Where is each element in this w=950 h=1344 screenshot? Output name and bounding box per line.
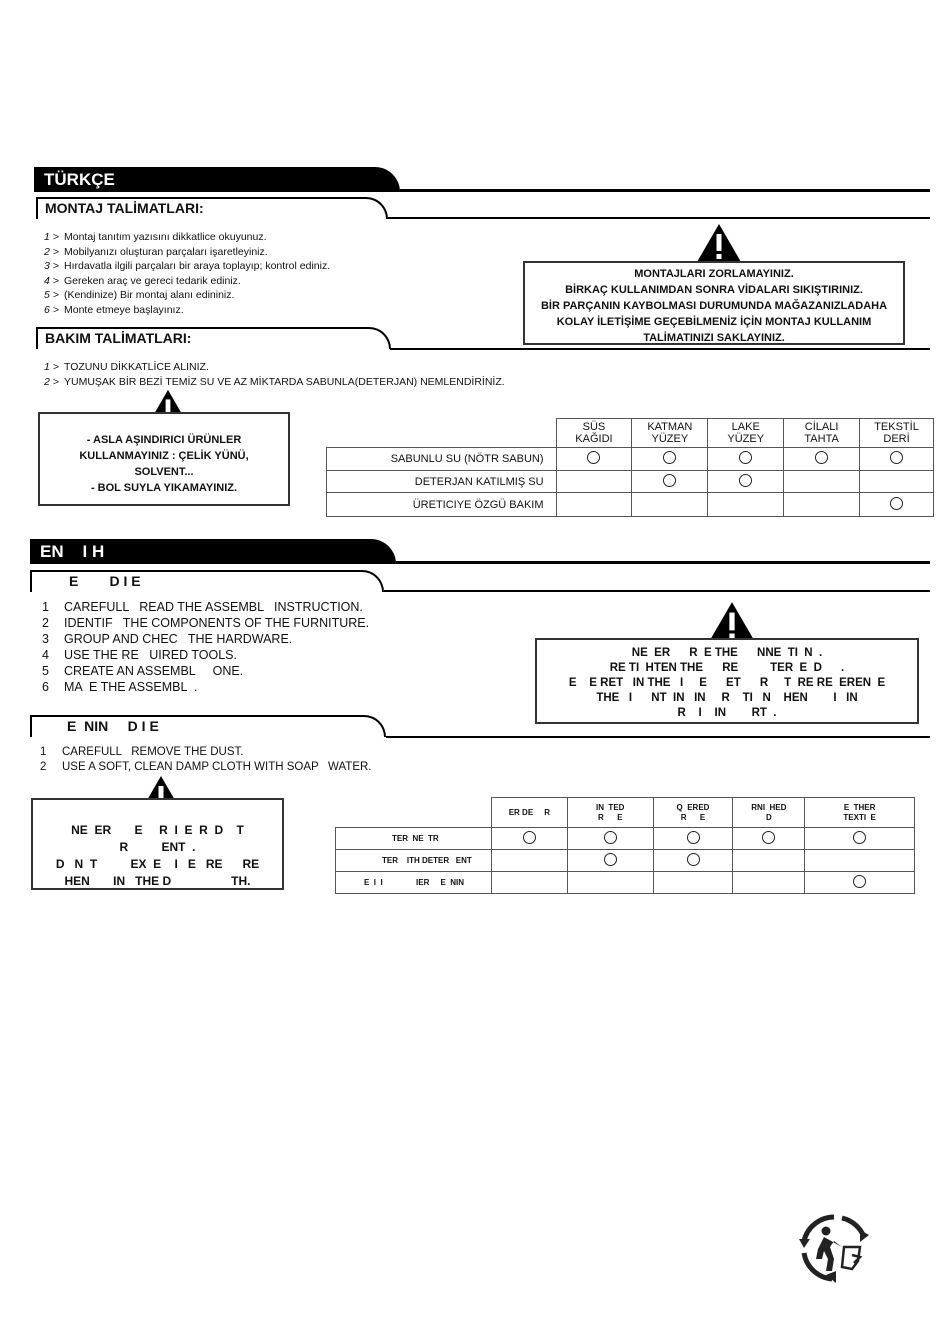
check-circle-icon [762,831,775,844]
care-title: E NIN D I E [67,718,159,734]
warning-line: E E RET IN THE I E ET R T RE RE EREN E [568,677,886,689]
care-tab-english [30,715,386,737]
warning-line: THE I NT IN IN R TI N HEN I IN [596,692,858,704]
section-banner-english [30,539,396,564]
table-row: TER ITH DETER ENT [336,850,915,872]
warning-line: MONTAJLARI ZORLAMAYINIZ. [634,268,794,280]
check-circle-icon [890,451,903,464]
check-circle-icon [587,451,600,464]
warning-line: SOLVENT... [134,466,194,478]
warning-line: NE ER E R I E R D T [71,823,244,837]
list-item: 1 > TOZUNU DİKKATLİCE ALINIZ. [44,361,209,373]
list-item: 2 USE A SOFT, CLEAN DAMP CLOTH WITH SOAP WATER. [40,761,372,773]
warning-line: TALİMATINIZI SAKLAYINIZ. [643,332,785,344]
table-header: RNI HED D [733,798,805,828]
assembly-warning-box-english [535,638,919,724]
list-item: 4 USE THE RE UIRED TOOLS. [42,648,237,662]
table-header: LAKE YÜZEY [708,419,784,448]
table-row: DETERJAN KATILMIŞ SU [327,471,934,493]
list-item: 2 > YUMUŞAK BİR BEZİ TEMİZ SU VE AZ MİKTARDA SABUNLA(DETERJAN) NEMLENDİRİNİZ. [44,375,505,388]
list-item: 1 CAREFULL REMOVE THE DUST. [40,746,244,758]
table-row: ÜRETICIYE ÖZGÜ BAKIM [327,493,934,517]
warning-line: KULLANMAYINIZ : ÇELİK YÜNÜ, [79,450,249,462]
assembly-tab-english [30,570,384,592]
list-item: 2 > Mobilyanızı oluşturan parçaları işaretleyiniz. [44,245,268,258]
banner-rule [396,561,930,564]
list-item: 4 > Gereken araç ve gereci tedarik ediniz. [44,274,241,287]
table-header: KATMAN YÜZEY [632,419,708,448]
tab-rule [386,736,930,738]
table-row: TER NE TR [336,828,915,850]
check-circle-icon [523,831,536,844]
assembly-steps-english [42,599,369,695]
tab-rule [384,590,930,592]
care-steps-english [40,745,372,775]
list-item: 5 CREATE AN ASSEMBL ONE. [42,664,244,678]
section-banner-title: EN I H [40,542,105,561]
check-circle-icon [739,474,752,487]
assembly-warning-box [523,261,905,345]
table-header: SÜS KAĞIDI [556,419,632,448]
tab-rule [390,348,930,350]
warning-line: R I IN RT . [677,707,777,719]
check-circle-icon [853,831,866,844]
care-steps-turkish [44,360,505,389]
care-table-turkish [326,418,934,517]
assembly-title: E D I E [69,573,141,589]
warning-line: HEN IN THE D TH. [64,874,251,888]
check-circle-icon [687,853,700,866]
care-warning-box-english [31,798,284,890]
table-header: TEKSTİL DERİ [860,419,934,448]
care-tab-turkish [36,327,391,349]
assembly-title: MONTAJ TALİMATLARI: [45,200,204,216]
check-circle-icon [663,474,676,487]
list-item: 1 CAREFULL READ THE ASSEMBL INSTRUCTION. [42,600,363,614]
check-circle-icon [663,451,676,464]
table-header: E THER TEXTI E [805,798,915,828]
list-item: 6 MA E THE ASSEMBL . [42,680,198,694]
warning-line: R ENT . [119,840,196,854]
warning-line: D N T EX E I E RE RE [55,857,260,871]
warning-line: KOLAY İLETİŞİME GEÇEBİLMENİZ İÇİN MONTAJ KULLANIM [556,316,872,328]
tab-rule [388,217,930,219]
table-row: SABUNLU SU (NÖTR SABUN) [327,448,934,471]
check-circle-icon [739,451,752,464]
check-circle-icon [815,451,828,464]
care-warning-box [38,412,290,506]
care-table-english [335,797,915,894]
check-circle-icon [604,831,617,844]
warning-line: - ASLA AŞINDIRICI ÜRÜNLER [86,434,242,446]
warning-icon [695,222,743,264]
table-header: CİLALI TAHTA [784,419,860,448]
list-item: 3 GROUP AND CHEC THE HARDWARE. [42,632,293,646]
care-title: BAKIM TALİMATLARI: [45,330,192,346]
triman-recycling-logo-icon [796,1213,872,1283]
list-item: 5 > (Kendinize) Bir montaj alanı edininiz. [44,289,235,301]
check-circle-icon [853,875,866,888]
section-banner-turkish [34,167,400,192]
list-item: 1 > Montaj tanıtım yazısını dikkatlice okuyunuz. [44,231,267,243]
table-header: IN TED R E [567,798,653,828]
warning-line: - BOL SUYLA YIKAMAYINIZ. [90,482,238,494]
list-item: 3 > Hırdavatla ilgili parçaları bir araya toplayıp; kontrol ediniz. [44,260,331,272]
warning-line: RE TI HTEN THE RE TER E D . [609,662,845,674]
assembly-steps-turkish [44,230,330,317]
check-circle-icon [687,831,700,844]
table-header: ER DE R [491,798,567,828]
table-header: Q ERED R E [653,798,733,828]
check-circle-icon [604,853,617,866]
warning-line: BİRKAÇ KULLANIMDAN SONRA VİDALARI SIKIŞTIRINIZ. [565,284,863,296]
table-row: E I I IER E NIN [336,872,915,894]
warning-line: NE ER R E THE NNE TI N . [631,647,823,659]
banner-rule [400,189,930,192]
section-banner-title: TÜRKÇE [44,170,115,189]
warning-line: BİR PARÇANIN KAYBOLMASI DURUMUNDA MAĞAZANIZLADAHA [540,300,888,312]
list-item: 2 IDENTIF THE COMPONENTS OF THE FURNITURE. [42,616,370,630]
check-circle-icon [890,497,903,510]
assembly-tab-turkish [36,197,388,219]
list-item: 6 > Monte etmeye başlayınız. [44,303,184,316]
